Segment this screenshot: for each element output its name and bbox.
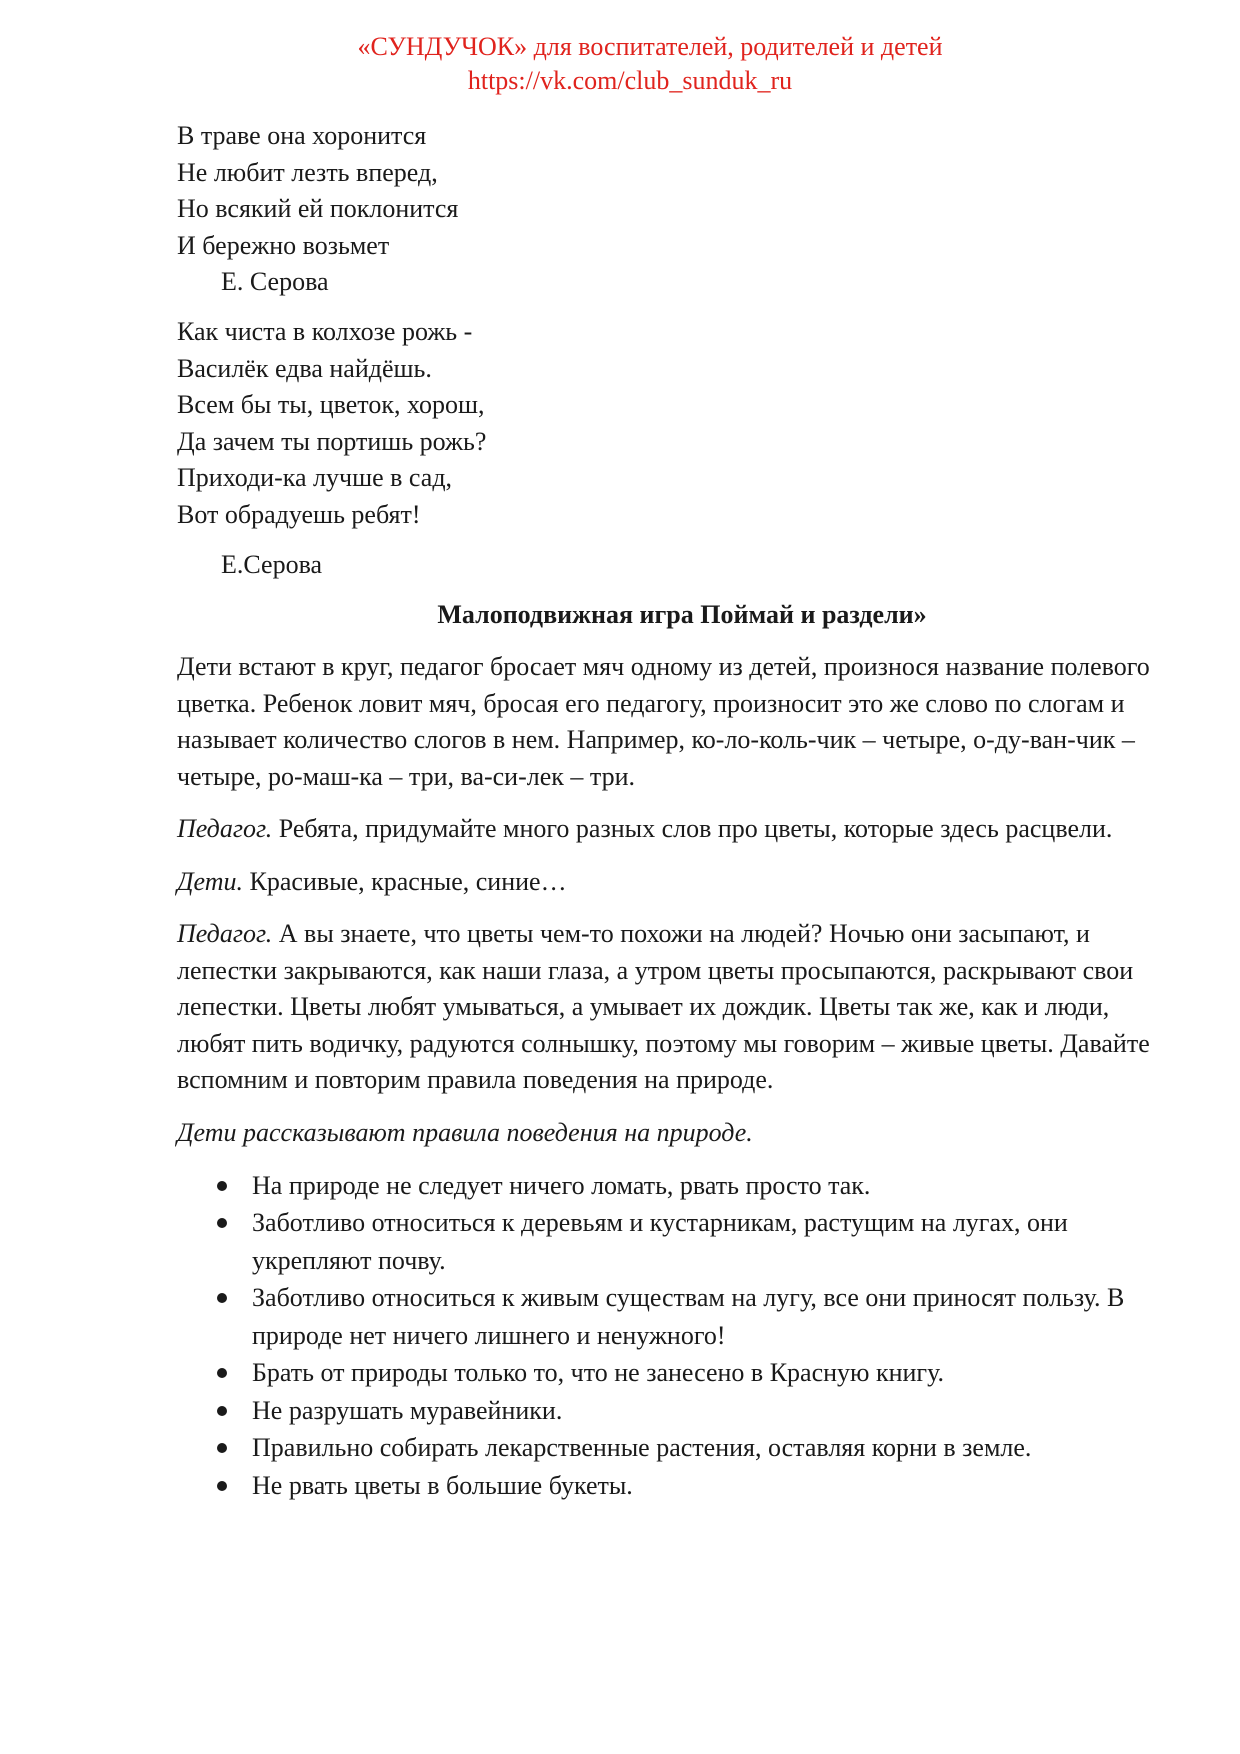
list-item — [177, 1167, 1167, 1205]
poem-1 — [177, 118, 1167, 300]
bullet-icon — [217, 1181, 227, 1191]
bullet-icon — [217, 1406, 227, 1416]
dialogue-line — [177, 811, 1167, 848]
bullet-icon — [217, 1481, 227, 1491]
list-item — [177, 1429, 1167, 1467]
poem-line: Да зачем ты портишь рожь? — [177, 426, 487, 456]
rule-text: Не разрушать муравейники. — [252, 1395, 563, 1425]
rule-text: Заботливо относиться к деревьям и кустарникам, растущим на лугах, они укрепляют почву. — [252, 1208, 1068, 1275]
game-description: Дети встают в круг, педагог бросает мяч одному из детей, произнося название полевого цветка. Ребенок ловит мяч, бросая его педагогу, произносит это же слово по слогам и называет количество слогов в нем. Например, ко-ло-коль-чик – четыре, о-ду-ван-чик – четыре, ро-маш-ка – три, ва-си-лек – три. — [177, 652, 1150, 791]
poem-author: Е.Серова — [221, 550, 323, 579]
poem-author: Е. Серова — [221, 267, 329, 296]
poem-line: Но всякий ей поклонится — [177, 194, 459, 223]
rule-text: Заботливо относиться к живым существам на лугу, все они приносят пользу. В природе нет ничего лишнего и ненужного! — [252, 1283, 1125, 1350]
bullet-icon — [217, 1443, 227, 1453]
speaker-label: Педагог. — [177, 814, 273, 843]
dialogue-line — [177, 916, 1167, 1099]
speaker-label: Педагог. — [177, 919, 273, 948]
poem-line: Не любит лезть вперед, — [177, 157, 438, 187]
speaker-label: Дети. — [177, 866, 244, 896]
rule-text: Брать от природы только то, что не занесено в Красную книгу. — [252, 1358, 944, 1387]
poem-line: И бережно возьмет — [177, 230, 390, 260]
dialogue-text: А вы знаете, что цветы чем-то похожи на людей? Ночью они засыпают, и лепестки закрываются, как наши глаза, а утром цветы просыпаются, раскрывают свои лепестки. Цветы любят умываться, а умывает их дождик. Цветы так же, как и люди, любят пить водичку, радуются солнышку, поэтому мы говорим – живые цветы. Давайте вспомним и повторим правила поведения на природе. — [177, 919, 1150, 1094]
rule-text: Не рвать цветы в большие букеты. — [252, 1470, 633, 1500]
poem-line: Как чиста в колхозе рожь - — [177, 317, 473, 346]
rules-intro: Дети рассказывают правила поведения на природе. — [177, 1117, 753, 1147]
poem-line: Вот обрадуешь ребят! — [177, 499, 421, 529]
bullet-icon — [217, 1293, 227, 1303]
list-item — [177, 1392, 1167, 1430]
dialogue-line — [177, 864, 1167, 901]
bullet-icon — [217, 1368, 227, 1378]
list-item — [177, 1354, 1167, 1392]
list-item — [177, 1467, 1167, 1505]
poem-line: Всем бы ты, цветок, хорош, — [177, 390, 485, 419]
poem-2 — [177, 314, 1167, 583]
header-title: «СУНДУЧОК» для воспитателей, родителей и детей — [357, 32, 943, 61]
dialogue-text: Красивые, красные, синие… — [243, 866, 567, 896]
page-header — [0, 30, 1240, 98]
list-item — [177, 1204, 1167, 1279]
bullet-icon — [217, 1218, 227, 1228]
list-item — [177, 1279, 1167, 1354]
rule-text: Правильно собирать лекарственные растения, оставляя корни в земле. — [252, 1433, 1032, 1462]
document-body — [177, 118, 1167, 1504]
rule-text: На природе не следует ничего ломать, рвать просто так. — [252, 1170, 871, 1200]
header-link[interactable]: https://vk.com/club_sunduk_ru — [467, 66, 793, 95]
rules-list — [177, 1167, 1167, 1505]
poem-line: Приходи-ка лучше в сад, — [177, 463, 453, 492]
game-title: Малоподвижная игра Поймай и раздели» — [437, 600, 927, 629]
poem-line: В траве она хоронится — [177, 121, 427, 150]
dialogue-text: Ребята, придумайте много разных слов про цветы, которые здесь расцвели. — [272, 814, 1113, 843]
poem-line: Василёк едва найдёшь. — [177, 353, 432, 383]
